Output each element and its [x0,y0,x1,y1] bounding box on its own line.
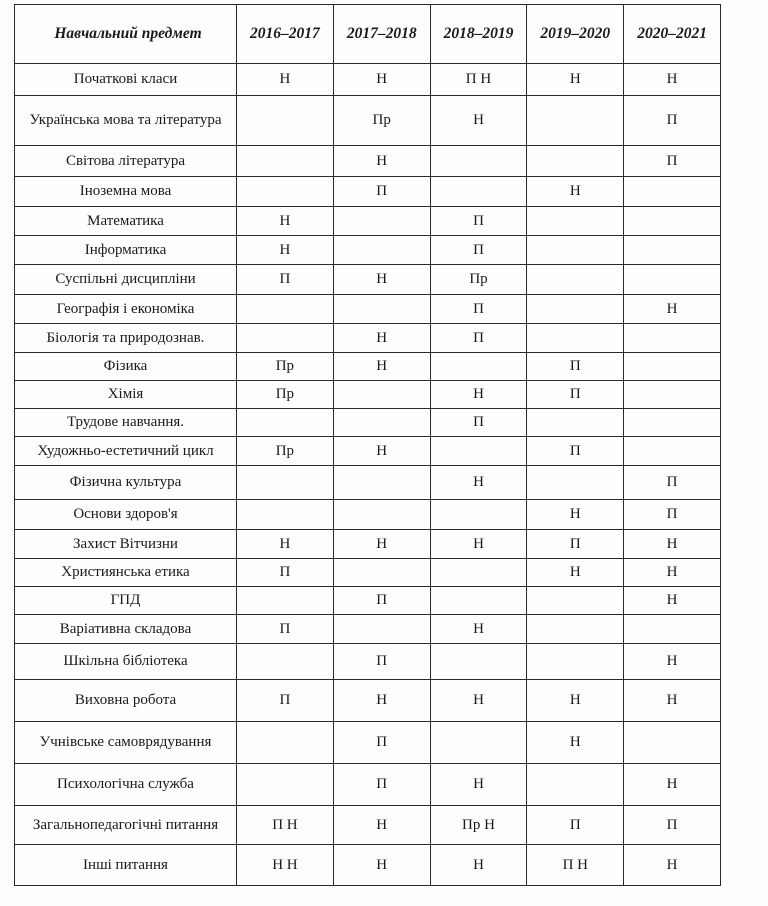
mark-cell [527,295,624,324]
subject-cell: Фізика [15,353,237,381]
mark-cell: Н [237,236,334,265]
mark-cell: Н [624,295,721,324]
mark-cell: Н [333,353,430,381]
mark-cell [430,722,527,764]
subject-cell: Світова література [15,146,237,177]
mark-cell: П [237,559,334,587]
mark-cell [333,207,430,236]
mark-cell: Н [527,64,624,96]
mark-cell: П [527,381,624,409]
mark-cell [430,559,527,587]
mark-cell [624,265,721,295]
mark-cell [333,381,430,409]
subject-cell: Хімія [15,381,237,409]
mark-cell: Н [624,680,721,722]
mark-cell: Н [624,845,721,886]
mark-cell [624,437,721,466]
header-subject: Навчальний предмет [15,5,237,64]
subject-cell: Художньо-естетичний цикл [15,437,237,466]
table-row [15,559,721,587]
table-row [15,500,721,530]
table-row [15,207,721,236]
mark-cell [237,177,334,207]
mark-cell: Пр [237,353,334,381]
mark-cell: П [237,680,334,722]
subject-cell: Початкові класи [15,64,237,96]
table-row [15,764,721,806]
mark-cell: Пр [237,381,334,409]
mark-cell [527,587,624,615]
table-row [15,146,721,177]
subject-cell: Захист Вітчизни [15,530,237,559]
subject-cell: Фізична культура [15,466,237,500]
table-row [15,806,721,845]
mark-cell: Н [237,207,334,236]
mark-cell: Пр [333,96,430,146]
mark-cell: Н [237,530,334,559]
subject-cell: ГПД [15,587,237,615]
subject-cell: Шкільна бібліотека [15,644,237,680]
table-row [15,295,721,324]
mark-cell [237,409,334,437]
mark-cell [527,615,624,644]
mark-cell: П [527,437,624,466]
table-header-row [15,5,721,64]
mark-cell: Н [624,644,721,680]
mark-cell: Н [527,680,624,722]
mark-cell: П [430,207,527,236]
table-row [15,722,721,764]
header-year: 2019–2020 [527,5,624,64]
subject-cell: Географія і економіка [15,295,237,324]
mark-cell: П [333,644,430,680]
mark-cell: П Н [527,845,624,886]
table-row [15,680,721,722]
mark-cell [430,500,527,530]
mark-cell: П [237,615,334,644]
mark-cell [527,644,624,680]
table-row [15,466,721,500]
mark-cell: Н [430,845,527,886]
mark-cell [237,146,334,177]
table-row [15,353,721,381]
mark-cell [333,409,430,437]
mark-cell [527,409,624,437]
mark-cell: Н [430,680,527,722]
mark-cell [237,96,334,146]
mark-cell [624,409,721,437]
mark-cell: Н [333,530,430,559]
table-row [15,177,721,207]
mark-cell [237,500,334,530]
subject-cell: Варіативна складова [15,615,237,644]
mark-cell [527,324,624,353]
table-row [15,381,721,409]
mark-cell [430,644,527,680]
mark-cell: П [333,177,430,207]
mark-cell: П [430,324,527,353]
mark-cell: П [333,587,430,615]
mark-cell: Н [624,587,721,615]
subject-cell: Інформатика [15,236,237,265]
mark-cell [333,295,430,324]
mark-cell [237,644,334,680]
table-row [15,845,721,886]
header-year: 2017–2018 [333,5,430,64]
mark-cell [430,177,527,207]
mark-cell: Н [430,530,527,559]
subject-cell: Математика [15,207,237,236]
table-row [15,530,721,559]
mark-cell [333,466,430,500]
mark-cell: Н [527,559,624,587]
table-row [15,324,721,353]
mark-cell: П [624,806,721,845]
mark-cell: Н [430,381,527,409]
mark-cell: Пр [430,265,527,295]
subject-cell: Суспільні дисципліни [15,265,237,295]
mark-cell: Н [430,615,527,644]
mark-cell [624,615,721,644]
mark-cell: П [237,265,334,295]
mark-cell [430,587,527,615]
mark-cell: Н [333,680,430,722]
mark-cell [237,764,334,806]
table-row [15,64,721,96]
mark-cell [237,295,334,324]
mark-cell: П Н [237,806,334,845]
table-row [15,587,721,615]
subjects-schedule-table [14,4,721,886]
mark-cell: Н [333,437,430,466]
header-year: 2016–2017 [237,5,334,64]
mark-cell: П Н [430,64,527,96]
mark-cell: Н [333,64,430,96]
table-row [15,265,721,295]
mark-cell [527,96,624,146]
mark-cell: П [430,236,527,265]
mark-cell: П [527,806,624,845]
subject-cell: Психологічна служба [15,764,237,806]
mark-cell [527,466,624,500]
mark-cell [237,587,334,615]
header-year: 2018–2019 [430,5,527,64]
subject-cell: Виховна робота [15,680,237,722]
mark-cell: Н [430,466,527,500]
subject-cell: Учнівське самоврядування [15,722,237,764]
mark-cell [624,207,721,236]
mark-cell [237,722,334,764]
mark-cell: Н [624,530,721,559]
header-year: 2020–2021 [624,5,721,64]
mark-cell [333,236,430,265]
mark-cell [333,500,430,530]
mark-cell [430,146,527,177]
mark-cell: Н [430,96,527,146]
mark-cell: Н [624,764,721,806]
mark-cell [527,764,624,806]
mark-cell: Н [527,177,624,207]
table-row [15,236,721,265]
mark-cell: П [624,466,721,500]
mark-cell [333,559,430,587]
mark-cell [624,722,721,764]
mark-cell: П [527,530,624,559]
subject-cell: Загальнопедагогічні питання [15,806,237,845]
mark-cell [624,177,721,207]
subject-cell: Іноземна мова [15,177,237,207]
mark-cell [527,146,624,177]
mark-cell: Н [333,324,430,353]
table-row [15,437,721,466]
mark-cell: П [624,146,721,177]
table-row [15,644,721,680]
mark-cell: Н Н [237,845,334,886]
subject-cell: Трудове навчання. [15,409,237,437]
mark-cell [624,381,721,409]
subject-cell: Християнська етика [15,559,237,587]
mark-cell: Н [333,146,430,177]
mark-cell: Пр Н [430,806,527,845]
mark-cell [527,236,624,265]
mark-cell [624,324,721,353]
mark-cell [527,207,624,236]
mark-cell: Н [333,265,430,295]
mark-cell [527,265,624,295]
mark-cell [624,353,721,381]
mark-cell: П [430,295,527,324]
mark-cell [333,615,430,644]
table-row [15,409,721,437]
mark-cell: П [333,764,430,806]
table-row [15,96,721,146]
mark-cell [237,466,334,500]
mark-cell: Н [333,806,430,845]
mark-cell: Н [527,722,624,764]
subject-cell: Українська мова та література [15,96,237,146]
mark-cell [624,236,721,265]
mark-cell: Н [527,500,624,530]
mark-cell [430,437,527,466]
mark-cell [237,324,334,353]
mark-cell: Н [237,64,334,96]
mark-cell: Н [624,64,721,96]
mark-cell: Н [624,559,721,587]
mark-cell: Н [333,845,430,886]
mark-cell: Пр [237,437,334,466]
mark-cell: П [430,409,527,437]
subject-cell: Інші питання [15,845,237,886]
mark-cell: П [624,500,721,530]
subject-cell: Біологія та природознав. [15,324,237,353]
subject-cell: Основи здоров'я [15,500,237,530]
mark-cell: П [527,353,624,381]
table-row [15,615,721,644]
mark-cell [430,353,527,381]
mark-cell: Н [430,764,527,806]
mark-cell: П [333,722,430,764]
mark-cell: П [624,96,721,146]
